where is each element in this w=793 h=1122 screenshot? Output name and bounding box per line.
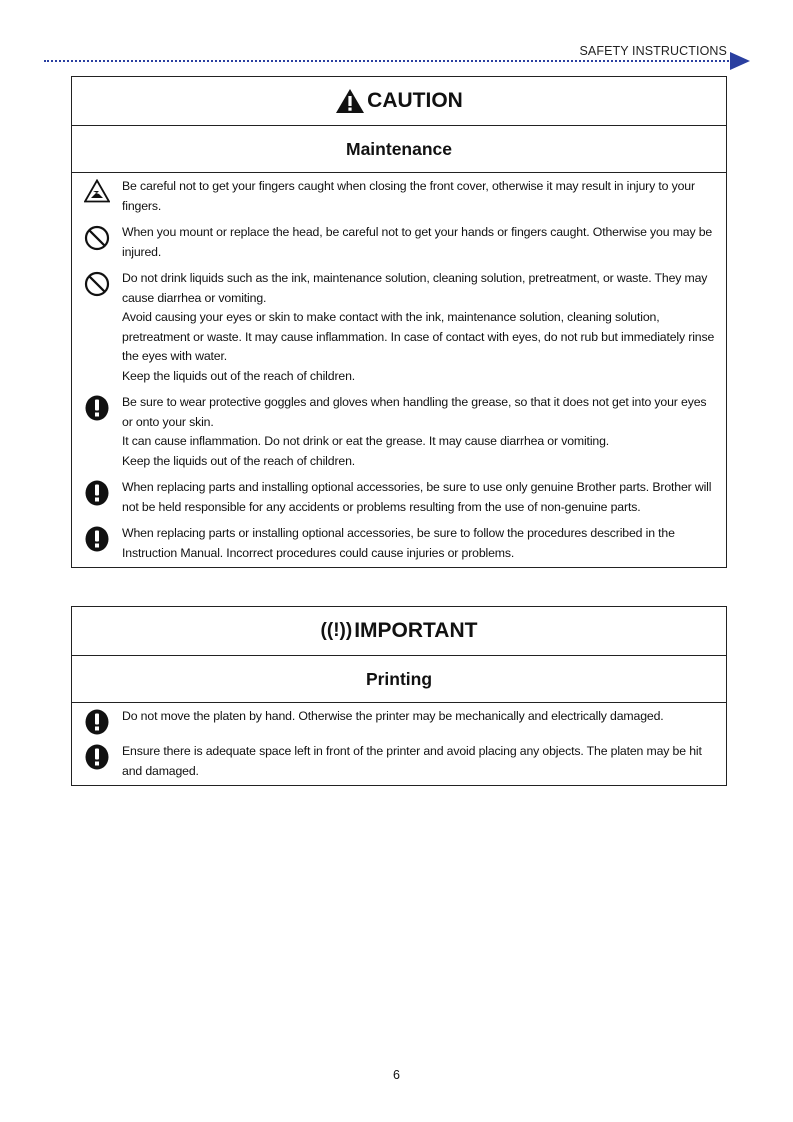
caution-item-text: Avoid causing your eyes or skin to make contact with the ink, maintenance solution, cleaning solution, pretreatment or waste. It may cause inflammation. In case of contact with eyes, do not rub but immediately rinse the eyes with water. <box>122 310 715 363</box>
caution-box <box>71 76 727 568</box>
arrow-right-icon <box>730 52 750 70</box>
caution-item <box>72 521 726 567</box>
warning-triangle-icon <box>335 88 365 114</box>
mandatory-action-icon <box>85 526 109 552</box>
pinch-hazard-icon <box>84 179 110 203</box>
caution-item-text: Keep the liquids out of the reach of children. <box>122 453 356 468</box>
mandatory-action-icon <box>85 744 109 770</box>
important-title <box>72 607 726 656</box>
caution-item-text: When replacing parts or installing optional accessories, be sure to follow the procedures described in the Instruction Manual. Incorrect procedures could cause injuries or problems. <box>122 526 675 560</box>
caution-title-text: CAUTION <box>367 89 463 112</box>
caution-item-text: When replacing parts and installing optional accessories, be sure to use only genuine Brother parts. Brother will not be held responsible for any accidents or problems resulting from the use of non-genuine parts. <box>122 480 712 514</box>
caution-item <box>72 220 726 266</box>
caution-item <box>72 390 726 475</box>
caution-item-text: Be careful not to get your fingers caught when closing the front cover, otherwise it may result in injury to your fingers. <box>122 179 695 213</box>
caution-item-text: Do not drink liquids such as the ink, maintenance solution, cleaning solution, pretreatment, or waste. They may cause diarrhea or vomiting. <box>122 271 708 305</box>
header-dotted-rule <box>44 60 732 62</box>
caution-item-text: Be sure to wear protective goggles and gloves when handling the grease, so that it does not get into your eyes or onto your skin. <box>122 395 707 429</box>
caution-title <box>72 77 726 126</box>
important-item-text: Ensure there is adequate space left in front of the printer and avoid placing any objects. The platen may be hit and damaged. <box>122 744 702 778</box>
important-subtitle: Printing <box>72 656 726 703</box>
caution-item <box>72 174 726 220</box>
caution-item <box>72 266 726 390</box>
important-title-text: IMPORTANT <box>354 619 478 642</box>
caution-item <box>72 475 726 521</box>
page-number: 6 <box>393 1068 400 1082</box>
caution-item-text: It can cause inflammation. Do not drink or eat the grease. It may cause diarrhea or vomiting. <box>122 434 610 448</box>
prohibition-icon <box>84 271 110 297</box>
prohibition-icon <box>84 225 110 251</box>
caution-item-text: When you mount or replace the head, be careful not to get your hands or fingers caught. Otherwise you may be injured. <box>122 225 713 259</box>
important-symbol-icon: ((!)) <box>320 620 353 641</box>
mandatory-action-icon <box>85 395 109 421</box>
mandatory-action-icon <box>85 480 109 506</box>
caution-subtitle: Maintenance <box>72 126 726 173</box>
important-item <box>72 704 726 739</box>
important-box <box>71 606 727 786</box>
important-item <box>72 739 726 785</box>
section-label: SAFETY INSTRUCTIONS <box>579 44 727 58</box>
caution-item-text: Keep the liquids out of the reach of children. <box>122 368 356 383</box>
mandatory-action-icon <box>85 709 109 735</box>
important-item-text: Do not move the platen by hand. Otherwise the printer may be mechanically and electrically damaged. <box>122 709 664 723</box>
